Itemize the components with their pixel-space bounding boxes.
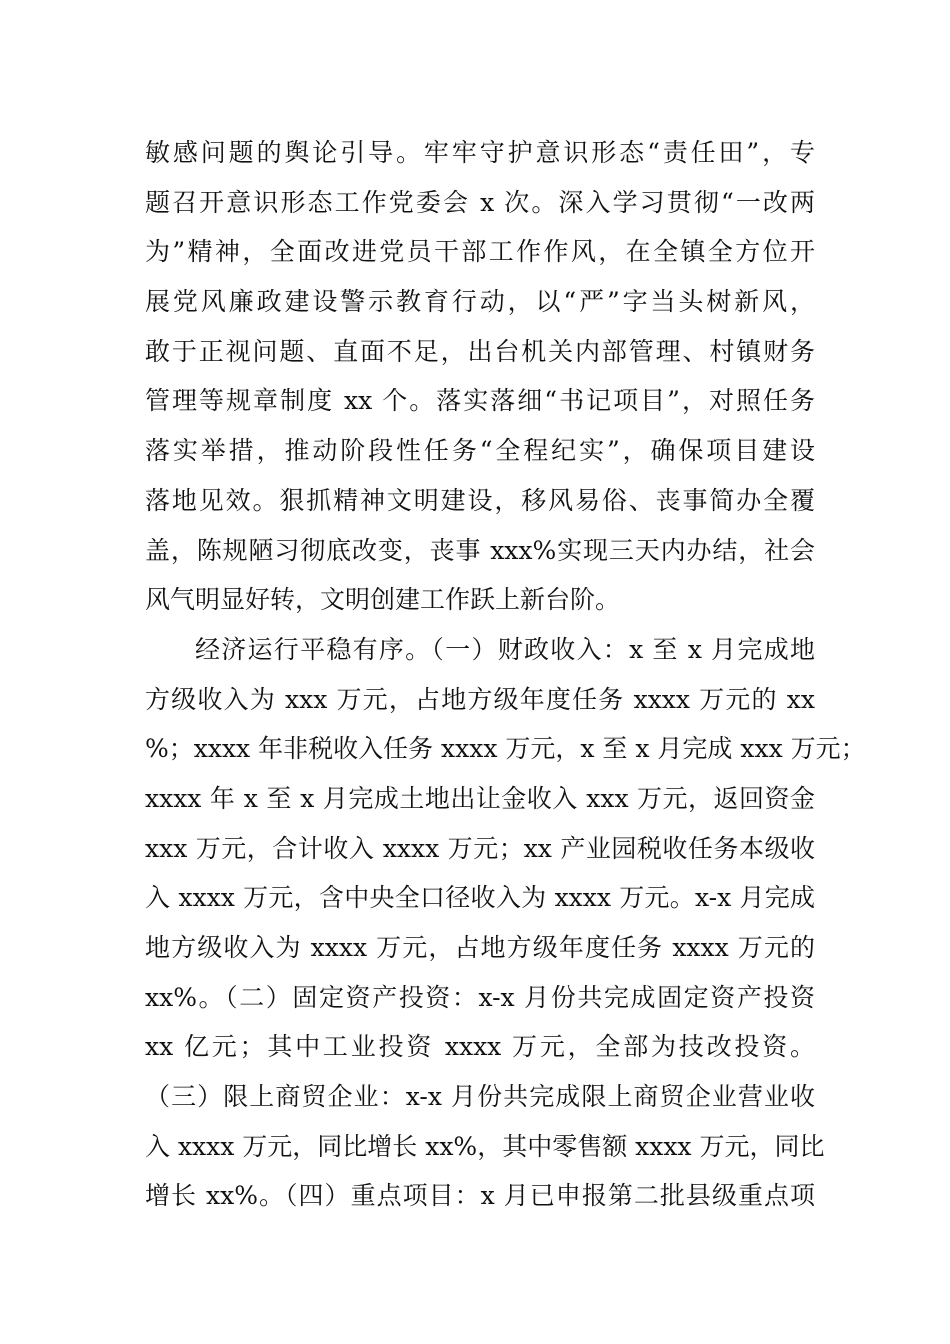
text-line: 盖，陈规陋习彻底改变，丧事 xxx%实现三天内办结，社会 [145, 535, 815, 565]
text-line: xxxx 年 x 至 x 月完成土地出让金收入 xxx 万元，返回资金 [145, 783, 815, 813]
text-line: 敢于正视问题、直面不足，出台机关内部管理、村镇财务 [145, 336, 815, 366]
text-line: 落实举措，推动阶段性任务“全程纪实”，确保项目建设 [145, 436, 815, 466]
text-line: （三）限上商贸企业：x-x 月份共完成限上商贸企业营业收 [145, 1082, 815, 1112]
text-line: xxx 万元，合计收入 xxxx 万元；xx 产业园税收任务本级收 [145, 833, 815, 863]
text-line: 入 xxxx 万元，同比增长 xx%，其中零售额 xxxx 万元，同比 [145, 1131, 825, 1161]
paragraph-first-line: 经济运行平稳有序。（一）财政收入：x 至 x 月完成地 [195, 634, 815, 664]
text-line: 题召开意识形态工作党委会 x 次。深入学习贯彻“一改两 [145, 187, 815, 217]
paragraph-last-line: 风气明显好转，文明创建工作跃上新台阶。 [145, 585, 621, 615]
text-line: xx 亿元；其中工业投资 xxxx 万元，全部为技改投资。 [145, 1032, 815, 1062]
text-line: 方级收入为 xxx 万元，占地方级年度任务 xxxx 万元的 xx [145, 684, 815, 714]
body-text [145, 128, 866, 1221]
text-line: xx%。（二）固定资产投资：x-x 月份共完成固定资产投资 [145, 982, 815, 1012]
text-line: 入 xxxx 万元，含中央全口径收入为 xxxx 万元。x-x 月完成 [145, 883, 815, 913]
text-line: 地方级收入为 xxxx 万元，占地方级年度任务 xxxx 万元的 [145, 933, 815, 962]
text-line: 落地见效。狠抓精神文明建设，移风易俗、丧事简办全覆 [145, 485, 815, 515]
text-line: 为”精神，全面改进党员干部工作作风，在全镇全方位开 [145, 237, 815, 267]
text-line: 敏感问题的舆论引导。牢牢守护意识形态“责任田”，专 [145, 138, 815, 167]
text-line: 增长 xx%。（四）重点项目：x 月已申报第二批县级重点项 [145, 1181, 815, 1211]
text-line: %；xxxx 年非税收入任务 xxxx 万元，x 至 x 月完成 xxx 万元； [145, 734, 866, 764]
text-line: 管理等规章制度 xx 个。落实落细“书记项目”，对照任务 [145, 386, 815, 416]
text-line: 展党风廉政建设警示教育行动，以“严”字当头树新风， [145, 287, 815, 317]
